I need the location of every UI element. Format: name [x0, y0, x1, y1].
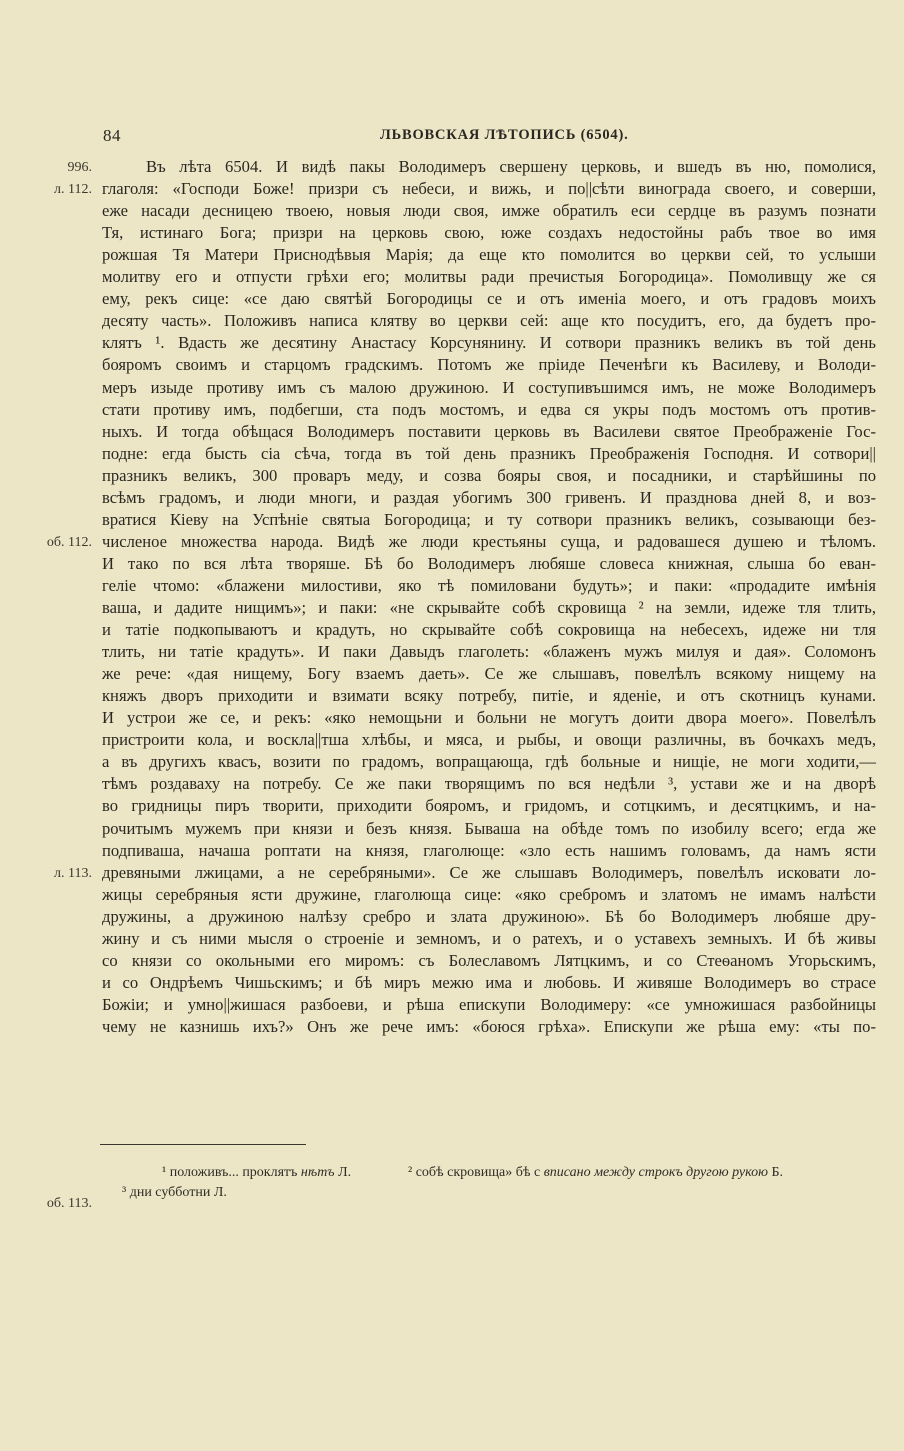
- margin-note: об. 112.: [46, 534, 92, 550]
- footnote-3: ³ дни субботни Л.: [122, 1185, 227, 1200]
- text-line: меръ изыде противу имъ съ малою дружиною. И соступивъшимся имъ, не може Володимеръ: [102, 377, 876, 397]
- text-line: же рече: «дая нищему, Богу взаемъ даеть». Се же слышавъ, повелѣлъ всякому нищему на: [102, 664, 876, 684]
- text-line: вратися Кіеву на Успѣніе святыа Богородица; и ту сотвори празникъ великъ, созывающи без-: [102, 509, 876, 529]
- text-line: подпиваша, начаша роптати на князя, глаголюще: «зло есть нашимъ головамъ, да намъ ясти: [102, 840, 876, 860]
- text-line: подне: егда бысть сіа сѣча, тогда въ той день празникъ Преображенія Господня. И сотвори||: [102, 443, 876, 463]
- text-line: еже насади десницею твоею, новыя люди своя, имже обратилъ еси сердце въ разумъ познати: [102, 201, 876, 221]
- text-line: тѣмъ роздаваху на потребу. Се же паки творящимъ по вся недѣли ³, устави же и на дворѣ: [102, 774, 876, 794]
- text-line: ныхъ. И тогда обѣщася Володимеръ поставити церковь въ Василеви святое Преображеніе Гос-: [102, 421, 876, 441]
- text-line: чему не казнишь ихъ?» Онъ же рече имъ: «боюся грѣха». Епискупи же рѣша ему: «ты по-: [102, 1016, 876, 1036]
- text-line: а въ другихъ квасъ, возити по градомъ, вопращающа, гдѣ больные и нищіе, не моги ходити,—: [102, 752, 876, 772]
- margin-note: 996.: [67, 160, 92, 175]
- text-line: И устрои же се, и рекъ: «яко немощьни и больни не могутъ доити двора моего». Повелѣлъ: [102, 708, 876, 728]
- text-line: дружины, а дружиною налѣзу сребро и злата дружиною». Бѣ бо Володимеръ любяше дру-: [102, 906, 876, 926]
- margin-note: об. 113.: [46, 1196, 92, 1212]
- text-line: бояромъ своимъ и старцомъ градскимъ. Потомъ же пріиде Печенѣги къ Василеву, и Володи-: [102, 355, 876, 375]
- text-line: жину и съ ними мысля о строеніе и земномъ, и о ратехъ, и о уставехъ земныхъ. И бѣ живы: [102, 928, 876, 948]
- text-line: и татіе подкопываютъ и крадуть, но скрывайте собѣ сокровища на небесехъ, идеже ни тля: [102, 620, 876, 640]
- text-line: пристроити кола, и воскла||тша хлѣбы, и мяса, и рыбы, и овощи различны, въ бочкахъ медъ,: [102, 730, 876, 750]
- text-line: Божіи; и умно||жишася разбоеви, и рѣша епискупи Володимеру: «се умножишася разбойницы: [102, 994, 876, 1014]
- text-line: и со Ондрѣемъ Чишьскимъ; и бѣ миръ межю има и любовь. И живяше Володимеръ во страсе: [102, 972, 876, 992]
- text-line: всѣмъ градомъ, и люди многи, и раздая убогимъ 300 гривенъ. И празднова дней 8, и воз-: [102, 487, 876, 507]
- footnote-1: ¹ положивъ... проклятъ нѣтъ Л.: [162, 1165, 352, 1180]
- footnote-2: ² собѣ скровища» бѣ с вписано между строкъ другою рукою Б.: [408, 1165, 784, 1180]
- text-line: рожшая Тя Матери Приснодѣвыя Марія; да еще кто помолится во церкви сей, то услыши: [102, 245, 876, 265]
- text-line: глаголя: «Господи Боже! призри съ небеси, и вижь, и по||сѣти винограда своего, и соверши,: [102, 179, 876, 199]
- page-number: 84: [103, 126, 121, 145]
- page-header: [0, 126, 904, 150]
- text-line: численое множества народа. Видѣ же люди крестьяны суща, и радовашеся душею и тѣломъ.: [102, 531, 876, 551]
- text-line: жицы серебряныя ясти дружине, глаголюща сице: «яко сребромъ и златомъ не имамъ налѣсти: [102, 884, 876, 904]
- text-line: стати противу имъ, подбегши, ста подъ мостомъ, и едва ся укры подъ мостомъ отъ против-: [102, 399, 876, 419]
- footnote-rule: [100, 1144, 306, 1145]
- text-line: молитву его и отпусти грѣхи его; молитвы ради пречистыя Богородица». Помоливщу же ся: [102, 267, 876, 287]
- text-line: рочитымъ мужемъ при князи и безъ князя. Бываша на обѣде томъ по изобилу всего; егда же: [102, 818, 876, 838]
- text-line: ваша, и дадите нищимъ»; и паки: «не скрывайте собѣ скровища ² на земли, идеже тля тлить,: [102, 598, 876, 617]
- text-line: десяту часть». Положивъ написа клятву во церкви сей: аще кто посудитъ, его, да будетъ про-: [102, 311, 876, 331]
- text-line: Въ лѣта 6504. И видѣ пакы Володимеръ свершену церковь, и вшедъ въ ню, помолися,: [146, 157, 876, 176]
- text-line: княжъ дворъ приходити и взимати всяку потребу, питіе, и яденіе, и отъ скотницъ кунами.: [102, 686, 876, 706]
- text-line: празникъ великъ, 300 проваръ меду, и созва бояры своя, и посадники, и старѣйшины по: [102, 465, 876, 485]
- text-line: И тако по вся лѣта творяше. Бѣ бо Володимеръ любяше словеса книжная, слыша бо еван-: [102, 553, 876, 573]
- text-line: во гридницы пиръ творити, приходити бояромъ, и гридомъ, и сотцкимъ, и десятцкимъ, и на-: [102, 796, 876, 816]
- running-title: ЛЬВОВСКАЯ ЛѢТОПИСЬ (6504).: [380, 127, 629, 143]
- text-line: геліе чтомо: «блажени милостиви, яко тѣ помиловани будуть»; и паки: «продадите имѣнія: [102, 575, 876, 595]
- text-line: тлить, ни татіе крадуть». И паки Давыдъ глаголеть: «блаженъ мужъ милуя и дая». Соломонъ: [102, 642, 876, 662]
- text-line: Тя, истинаго Бога; призри на церковь свою, юже создахъ недостойны рабъ твое во имя: [102, 223, 876, 243]
- margin-note: л. 113.: [54, 865, 92, 881]
- margin-note: л. 112.: [54, 182, 92, 198]
- text-line: древяными лжицами, а не серебряными». Се же слышавъ Володимеръ, повелѣлъ исковати ло-: [102, 862, 876, 882]
- text-line: со князи со окольными его миромъ: съ Болеславомъ Лятцкимъ, и со Стеѳаномъ Угорьскимъ,: [102, 950, 876, 970]
- text-line: клятъ ¹. Вдасть же десятину Анастасу Корсунянину. И сотвори празникъ великъ въ той день: [102, 333, 876, 353]
- text-line: ему, рекъ сице: «се даю святѣй Богородицы се и отъ именіа моего, и отъ градовъ моихъ: [102, 289, 876, 309]
